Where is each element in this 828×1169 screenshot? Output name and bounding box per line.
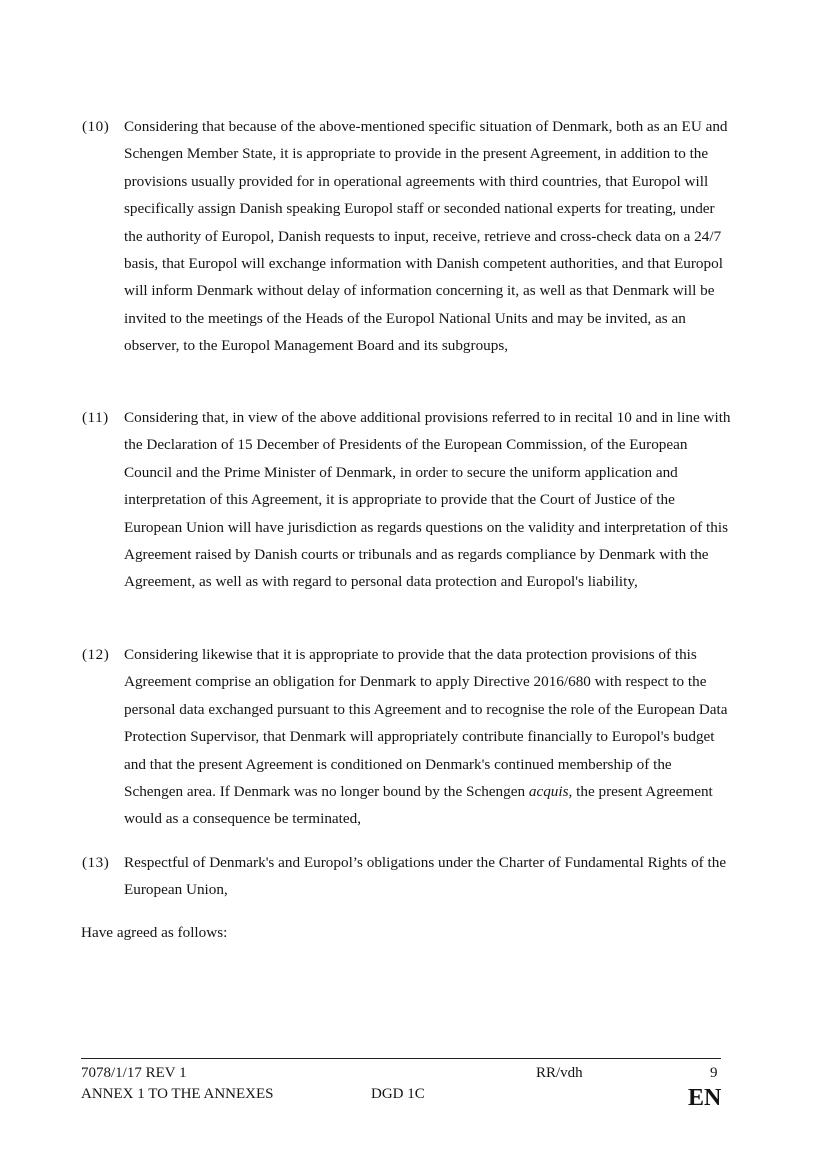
author-initials: RR/vdh [536, 1065, 583, 1081]
page-number: 9 [710, 1065, 718, 1081]
recital-text: Respectful of Denmark's and Europol’s obligations under the Charter of Fundamental Rights of the European Union, [124, 854, 727, 899]
recital-text-part: Considering likewise that it is appropriate to provide that the data protection provisions of this Agreement comprise an obligation for Denmark to apply Directive 2016/680 with respect to the personal data exchanged pursuant to this Agreement and to recognise the role of the European Data Protection Supervisor, that Denmark will appropriately contribute financially to Europol's budget and that the present Agreement is conditioned on Denmark's continued membership of the Schengen area. If Denmark was no longer bound by the Schengen [124, 646, 728, 801]
recital-11 [82, 404, 732, 596]
closing-statement: Have agreed as follows: [81, 924, 228, 941]
recital-10 [82, 113, 732, 360]
dgd-label: DGD 1C [371, 1086, 425, 1102]
recital-number: (10) [82, 118, 110, 135]
annex-label: ANNEX 1 TO THE ANNEXES [81, 1086, 274, 1102]
acquis-italic: acquis, [528, 783, 573, 801]
language-code: EN [688, 1085, 722, 1111]
recital-12 [82, 641, 732, 833]
recital-text [124, 641, 732, 833]
recital-number: (12) [82, 646, 110, 663]
document-reference: 7078/1/17 REV 1 [81, 1065, 187, 1081]
recital-text: Considering that because of the above-mentioned specific situation of Denmark, both as an EU and Schengen Member State, it is appropriate to provide in the present Agreement, in addition to the provisions usually provided for in operational agreements with third countries, that Europol will specifically assign Danish speaking Europol staff or seconded national experts for treating, under the authority of Europol, Danish requests to input, receive, retrieve and cross-check data on a 24/7 basis, that Europol will exchange information with Danish competent authorities, and that Europol will inform Denmark without delay of information concerning it, as well as that Denmark will be invited to the meetings of the Heads of the Europol National Units and may be invited, as an observer, to the Europol Management Board and its subgroups, [124, 118, 728, 355]
recital-text: Considering that, in view of the above additional provisions referred to in recital 10 and in line with the Declaration of 15 December of Presidents of the European Commission, of the European Council and the Prime Minister of Denmark, in order to secure the uniform application and interpretation of this Agreement, it is appropriate to provide that the Court of Justice of the European Union will have jurisdiction as regards questions on the validity and interpretation of this Agreement raised by Danish courts or tribunals and as regards compliance by Denmark with the Agreement, as well as with regard to personal data protection and Europol's liability, [124, 409, 731, 591]
recital-text-part: the present Agreement would as a consequence be terminated, [124, 783, 713, 828]
recital-number: (13) [82, 854, 110, 871]
recital-13 [82, 849, 732, 904]
footer-rule [81, 1058, 721, 1059]
recital-number: (11) [82, 409, 109, 426]
